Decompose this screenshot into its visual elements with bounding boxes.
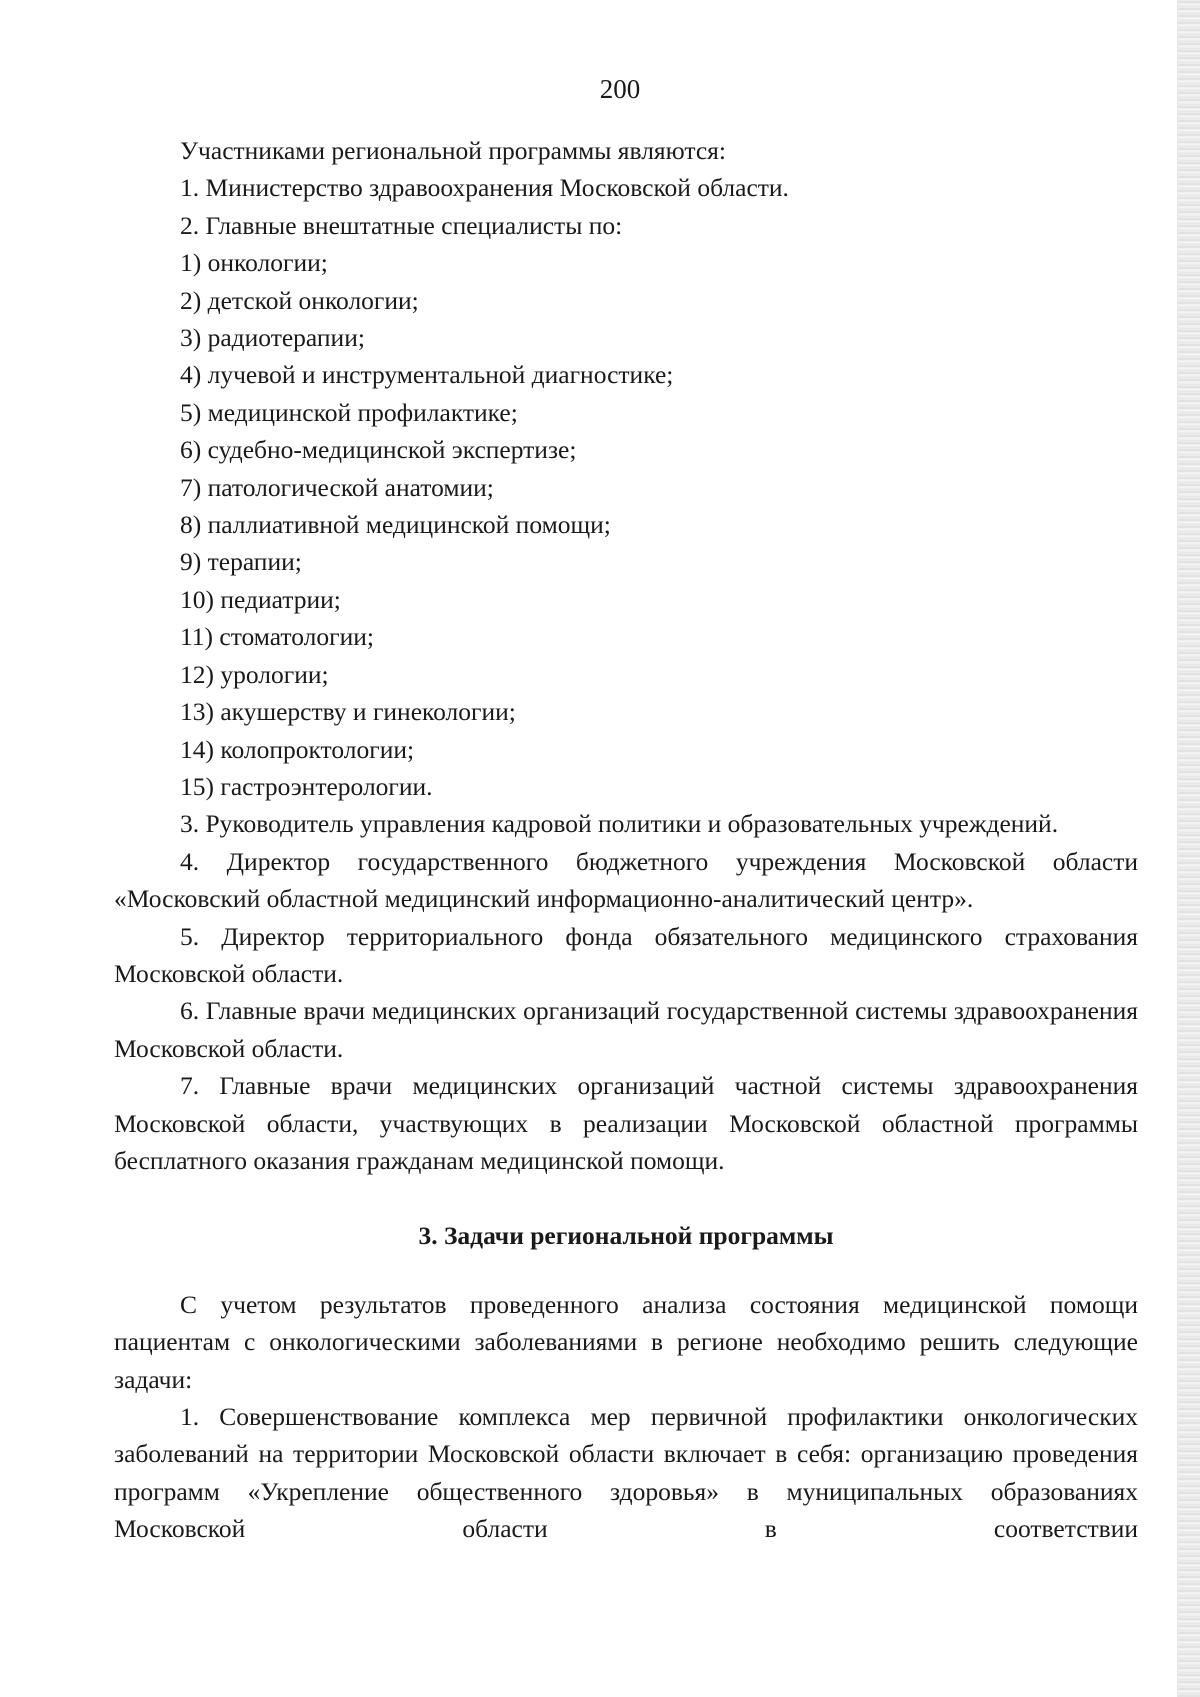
specialty-item: 11) стоматологии; — [180, 622, 374, 652]
specialty-item: 3) радиотерапии; — [180, 323, 365, 353]
tasks-intro: С учетом результатов проведенного анализа состояния медицинской помощи пациентам с онкологическими заболеваниями в регионе необходимо решить следующие задачи: — [114, 1289, 1138, 1394]
participant-item-5: 5. Директор территориального фонда обязательного медицинского страхования Московской области. — [114, 921, 1138, 988]
specialty-item: 5) медицинской профилактике; — [180, 397, 518, 427]
participants-intro: Участниками региональной программы являются: — [180, 136, 726, 165]
participant-item-6: 6. Главные врачи медицинских организаций государственной системы здравоохранения Московской области. — [114, 996, 1138, 1063]
specialty-item: 12) урологии; — [180, 659, 329, 689]
specialty-item: 10) педиатрии; — [180, 584, 341, 614]
specialty-item: 4) лучевой и инструментальной диагностике; — [180, 360, 674, 390]
specialty-list — [114, 244, 1138, 805]
task-item-1: 1. Совершенствование комплекса мер первичной профилактики онкологических заболеваний на территории Московской области включает в себя: организацию проведения программ «Укрепление общественного здоровья» в муниципальных образованиях Московской области в соответствии — [114, 1402, 1138, 1544]
specialty-item: 15) гастроэнтерологии. — [180, 771, 433, 801]
specialty-item: 13) акушерству и гинекологии; — [180, 697, 516, 727]
specialty-item: 9) терапии; — [180, 547, 302, 577]
specialty-item: 7) патологической анатомии; — [180, 472, 494, 502]
participant-item-4: 4. Директор государственного бюджетного учреждения Московской области «Московский областной медицинский информационно-аналитический центр». — [114, 846, 1138, 914]
specialty-item: 2) детской онкологии; — [180, 285, 419, 315]
scan-edge — [1177, 0, 1200, 1697]
participant-item-2: 2. Главные внештатные специалисты по: — [180, 210, 623, 240]
specialty-item: 8) паллиативной медицинской помощи; — [180, 510, 611, 540]
page-number: 200 — [599, 74, 641, 104]
specialty-item: 6) судебно-медицинской экспертизе; — [180, 435, 577, 465]
document-body — [114, 132, 1138, 1548]
section-heading: 3. Задачи региональной программы — [418, 1221, 834, 1251]
participant-item-3: 3. Руководитель управления кадровой политики и образовательных учреждений. — [180, 809, 1059, 839]
participant-item-7: 7. Главные врачи медицинских организаций частной системы здравоохранения Московской области, участвующих в реализации Московской областной программы бесплатного оказания гражданам медицинской помощи. — [114, 1071, 1138, 1175]
specialty-item: 14) колопроктологии; — [180, 734, 415, 764]
participant-item-1: 1. Министерство здравоохранения Московской области. — [180, 173, 789, 203]
specialty-item: 1) онкологии; — [180, 248, 328, 278]
